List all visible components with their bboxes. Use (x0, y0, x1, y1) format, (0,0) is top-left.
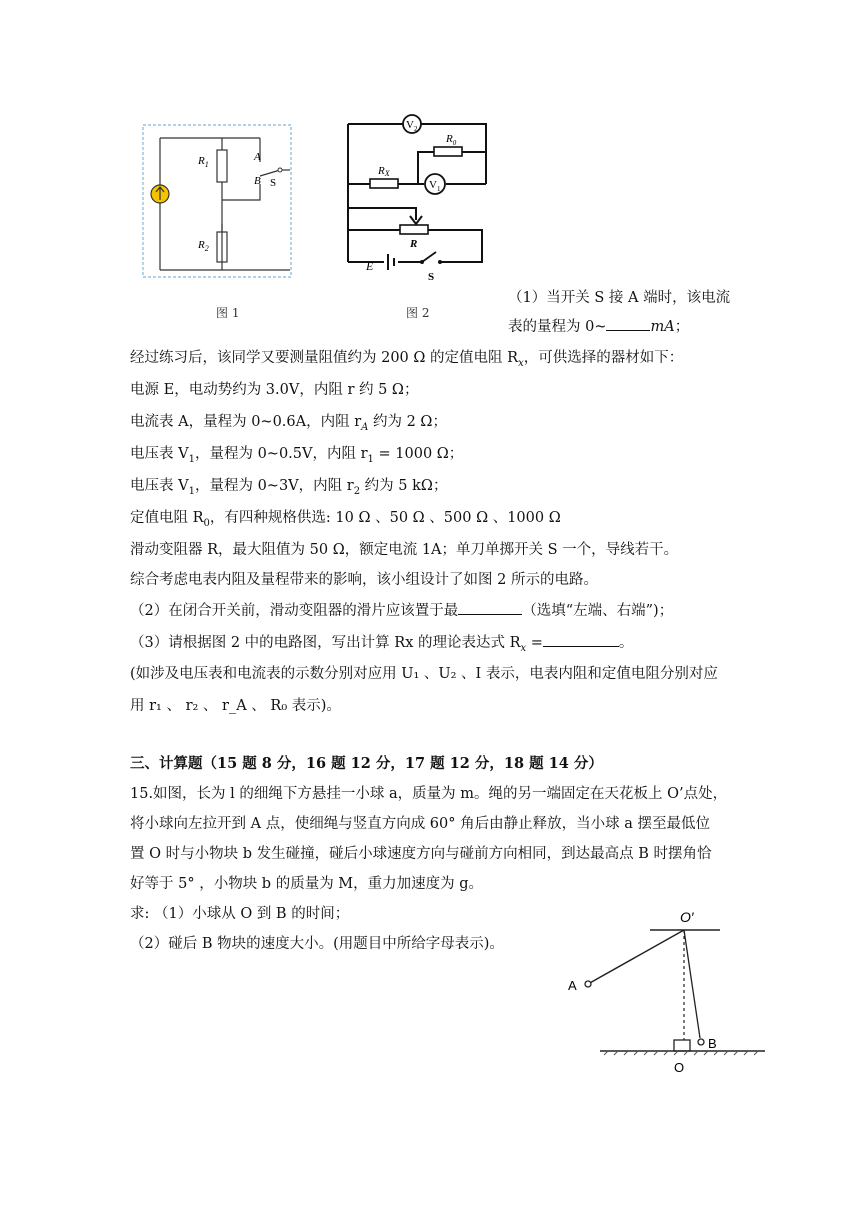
q1-line2: 表的量程为 0~ mA； (508, 316, 689, 337)
label-r0: $R_0$ (446, 133, 457, 147)
q2: （2）在闭合开关前，滑动变阻器的滑片应该置于最 （选填“左端、右端”)； (130, 600, 673, 621)
label-a: A (254, 151, 261, 163)
item-rheostat: 滑动变阻器 R，最大阻值为 50 Ω，额定电流 1A；单刀单掷开关 S 一个，导线若干。 (130, 542, 679, 558)
figure-2-caption: 图 2 (406, 306, 430, 320)
label-o-prime: O′ (680, 909, 694, 925)
item-fixed-resistor: 定值电阻 $R_0$，有四种规格供选: 10 Ω 、50 Ω 、500 Ω 、1000 Ω (130, 510, 561, 529)
problem-15-line1: 15.如图，长为 l 的细绳下方悬挂一小球 a，质量为 m。绳的另一端固定在天花板上 O’点处， (130, 786, 728, 802)
label-r2: $R_2$ (198, 239, 209, 253)
answer-blank-q3[interactable] (543, 632, 619, 647)
problem-15-line4: 好等于 5° ，小物块 b 的质量为 M，重力加速度为 g。 (130, 876, 484, 892)
note-line1: (如涉及电压表和电流表的示数分别对应用 U₁ 、U₂ 、I 表示，电表内阻和定值电阻分别对应 (130, 666, 718, 682)
q1-line1: （1）当开关 S 接 A 端时，该电流 (508, 290, 731, 306)
figure-1-caption: 图 1 (216, 306, 240, 320)
pendulum-figure (560, 900, 770, 1076)
figure-1-circuit (142, 124, 294, 280)
answer-blank-q2[interactable] (458, 600, 522, 615)
item-voltmeter-2: 电压表 $V_1$，量程为 0~3V，内阻 $r_2$ 约为 5 kΩ； (130, 478, 448, 497)
item-power-source: 电源 E，电动势约为 3.0V，内阻 r 约 5 Ω； (130, 382, 419, 398)
label-v2: $V_2$ (406, 119, 418, 133)
item-ammeter: 电流表 A，量程为 0~0.6A，内阻 $r_A$ 约为 2 Ω； (130, 414, 447, 433)
label-s: S (270, 177, 277, 189)
label-rx: RX (378, 165, 390, 178)
label-b: B (708, 1036, 717, 1051)
label-r1: $R_1$ (198, 155, 209, 169)
label-a: A (568, 978, 577, 993)
problem-15-line3: 置 O 时与小物块 b 发生碰撞，碰后小球速度方向与碰前方向相同，到达最高点 B 时摆角恰 (130, 846, 712, 862)
intro: 经过练习后，该同学又要测量阻值约为 200 Ω 的定值电阻 $R_x$，可供选择的器材如下： (130, 350, 684, 369)
design-text: 综合考虑电表内阻及量程带来的影响，该小组设计了如图 2 所示的电路。 (130, 572, 598, 588)
problem-15-question1: 求: （1）小球从 O 到 B 的时间； (130, 906, 350, 922)
label-b: B (254, 175, 261, 187)
label-s: S (428, 271, 435, 283)
figure-2-circuit (344, 112, 490, 283)
problem-15-line2: 将小球向左拉开到 A 点，使细绳与竖直方向成 60° 角后由静止释放，当小球 a 摆至最低位 (130, 816, 710, 832)
note-line2: 用 r₁ 、 r₂ 、 r_A 、 R₀ 表示)。 (130, 698, 341, 714)
label-v1: $V_1$ (429, 179, 441, 193)
item-voltmeter-1: 电压表 $V_1$，量程为 0~0.5V，内阻 $r_1 = 1000$ Ω； (130, 446, 464, 465)
problem-15-question2: （2）碰后 B 物块的速度大小。(用题目中所给字母表示)。 (130, 936, 504, 952)
label-e: E (366, 259, 374, 273)
section-3-title: 三、计算题（15 题 8 分，16 题 12 分，17 题 12 分，18 题 14 分） (130, 755, 603, 772)
label-r: R (410, 238, 418, 250)
q3: （3）请根据图 2 中的电路图，写出计算 Rx 的理论表达式 $R_x$ = 。 (130, 632, 633, 659)
label-o: O (674, 1060, 685, 1075)
answer-blank-q1[interactable] (606, 316, 650, 331)
